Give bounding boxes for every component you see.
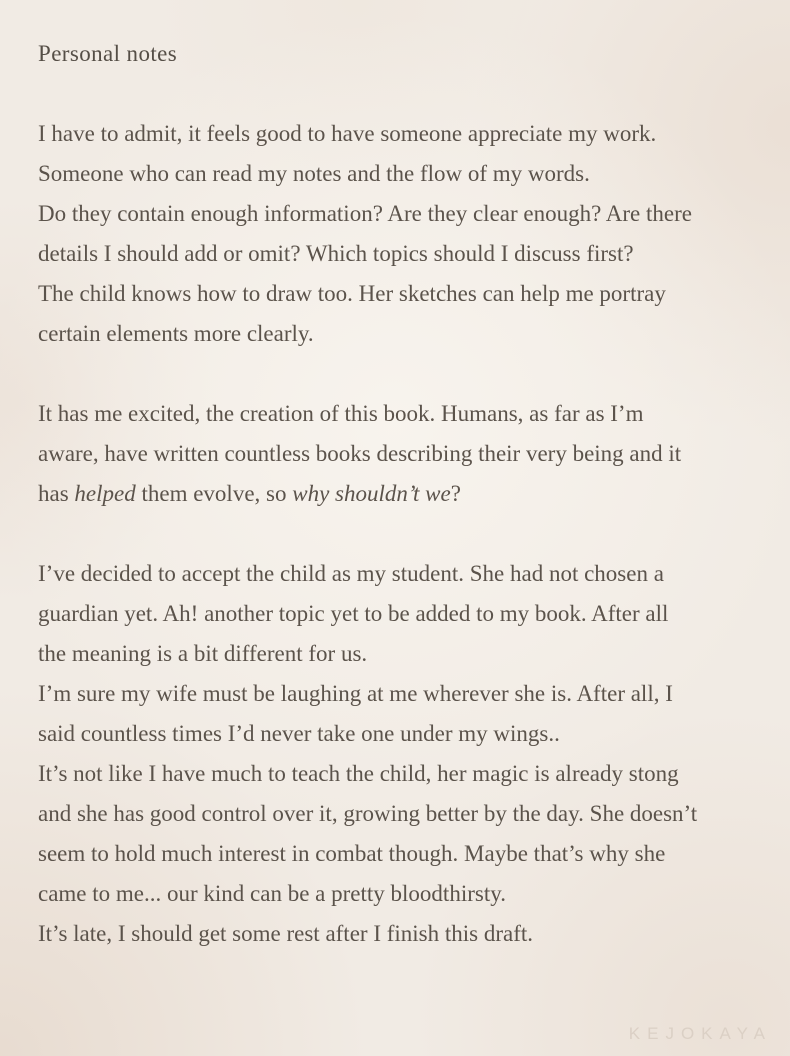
note-paragraph [38,554,765,954]
note-line: The child knows how to draw too. Her sketches can help me portray [38,281,666,306]
page-title: Personal notes [38,41,178,66]
note-line: I have to admit, it feels good to have someone appreciate my work. [38,121,657,146]
note-line: and she has good control over it, growing better by the day. She doesn’t [38,801,698,826]
note-line: said countless times I’d never take one under my wings.. [38,721,560,746]
note-line: It’s not like I have much to teach the child, her magic is already stong [38,761,679,786]
note-line: the meaning is a bit different for us. [38,641,368,666]
note-line: Do they contain enough information? Are they clear enough? Are there [38,201,692,226]
note-paragraph [38,394,765,514]
note-line: It’s late, I should get some rest after I finish this draft. [38,921,534,946]
text-segment: has [38,481,75,506]
note-line: aware, have written countless books describing their very being and it [38,441,682,466]
note-line [38,474,765,514]
note-line: I’m sure my wife must be laughing at me wherever she is. After all, I [38,681,673,706]
note-body [38,114,765,954]
note-paragraph [38,114,765,354]
note-line: came to me... our kind can be a pretty bloodthirsty. [38,881,506,906]
emphasized-text: helped [74,481,136,506]
note-line: seem to hold much interest in combat though. Maybe that’s why she [38,841,666,866]
note-line: I’ve decided to accept the child as my student. She had not chosen a [38,561,664,586]
watermark: KEJOKAYA [628,1024,772,1043]
text-segment: them evolve, so [135,481,293,506]
note-line: Someone who can read my notes and the flow of my words. [38,161,590,186]
emphasized-text: why shouldn’t we [292,481,451,506]
text-segment: ? [450,481,461,506]
note-line: It has me excited, the creation of this book. Humans, as far as I’m [38,401,644,426]
note-line: details I should add or omit? Which topics should I discuss first? [38,241,634,266]
note-line: certain elements more clearly. [38,321,314,346]
note-line: guardian yet. Ah! another topic yet to be added to my book. After all [38,601,669,626]
